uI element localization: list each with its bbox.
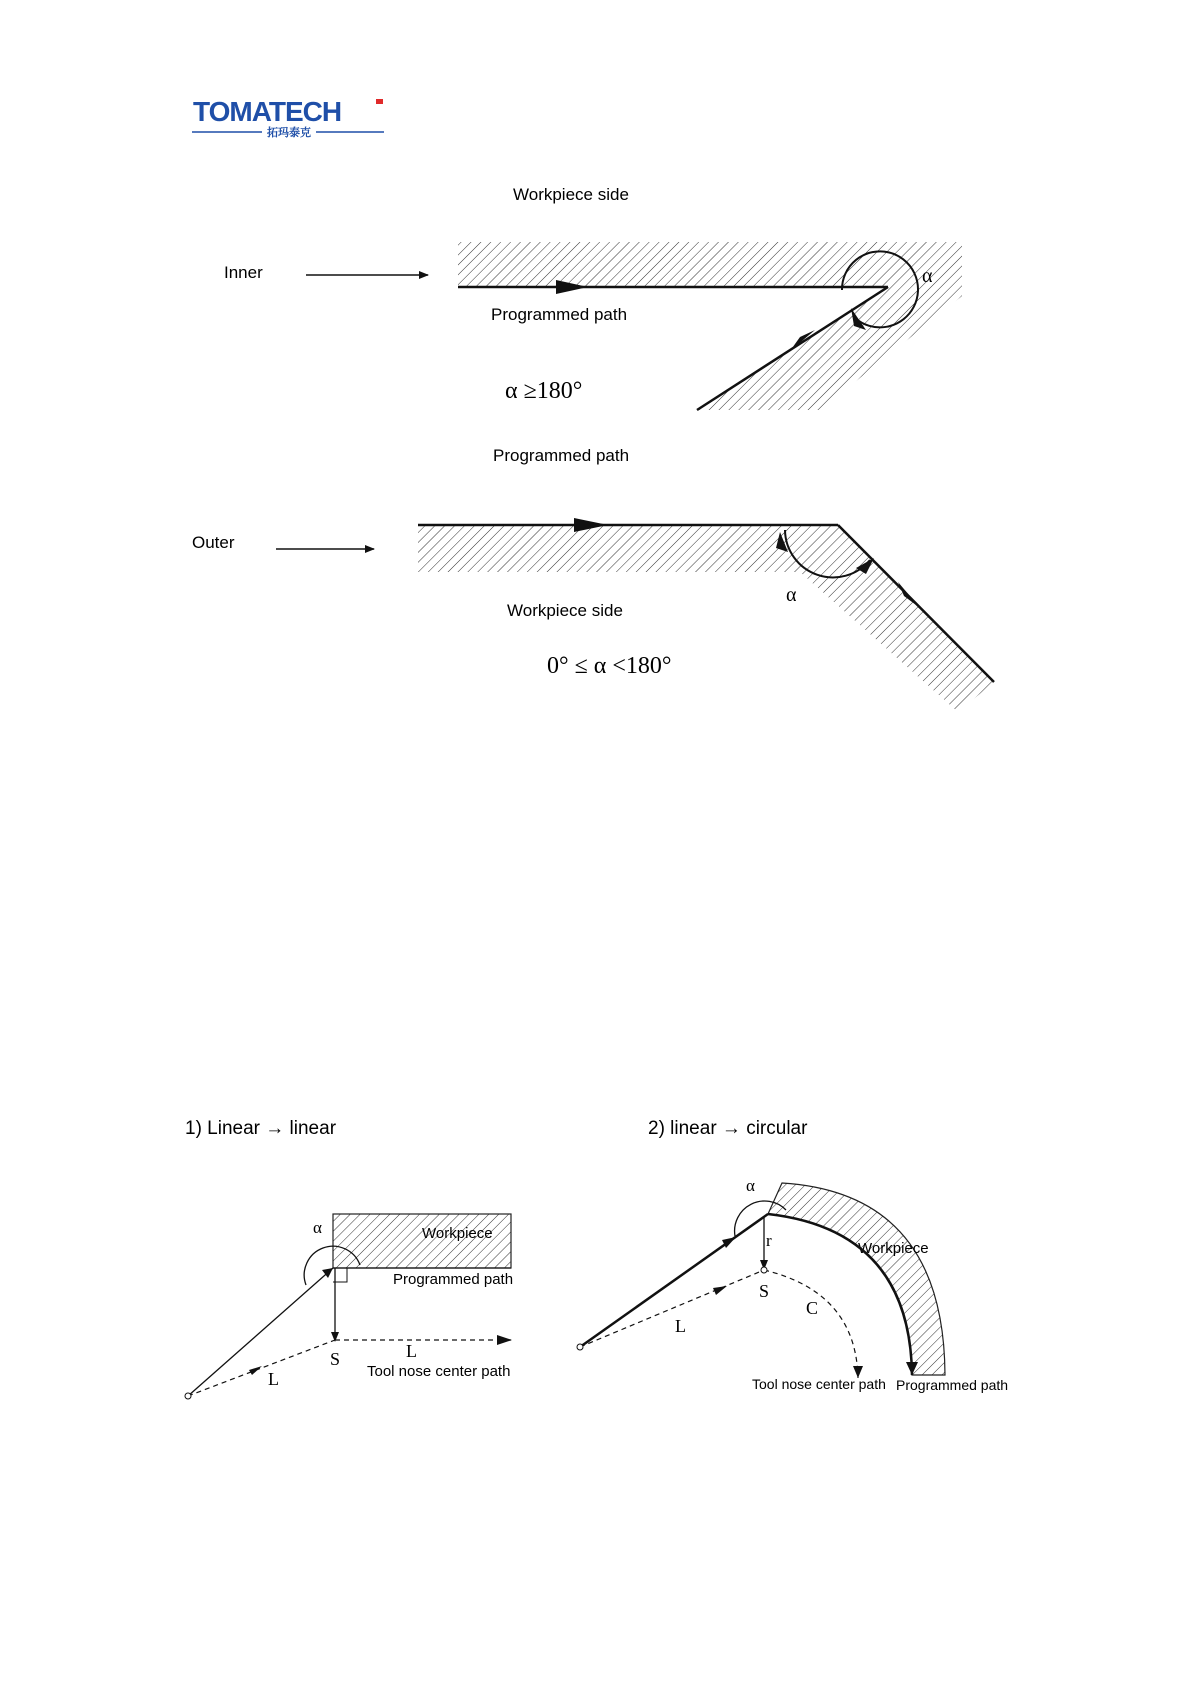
ll-angle-symbol: α [313,1218,322,1237]
inner-path-label: Programmed path [491,305,628,324]
lc-center-point [761,1267,767,1273]
outer-path-label: Programmed path [493,446,630,465]
inner-angle-symbol: α [922,265,933,287]
ll-start-point [185,1393,191,1399]
outer-workpiece-label: Workpiece side [507,601,623,620]
linear-linear-diagram [185,1118,513,1399]
lc-radius-label: r [766,1231,772,1250]
ll-tool-path-arrowhead-1 [249,1366,262,1375]
ll-programmed-line [188,1268,333,1396]
logo-brand-cn: 拓玛泰克 [267,127,311,139]
lc-tool-path-arrowhead-1 [713,1286,727,1295]
ll-tool-path-arrowhead-2 [497,1335,512,1345]
inner-side-label: Inner [224,263,263,282]
outer-side-label: Outer [192,533,235,552]
lc-tool-path-label: Tool nose center path [752,1376,886,1392]
ll-workpiece-label: Workpiece [422,1225,493,1242]
outer-corner-diagram [192,446,994,712]
ll-tool-path-label: Tool nose center path [367,1363,511,1380]
lc-programmed-path-label: Programmed path [896,1377,1009,1393]
linear-circular-heading: 2) linear → circular [648,1118,808,1139]
logo-brand: TOMATECH [193,96,342,127]
ll-tool-path-segment-1 [188,1340,335,1396]
outer-angle-symbol: α [786,584,797,606]
ll-start-label: S [330,1349,341,1369]
inner-condition: α ≥180° [505,378,583,404]
lc-workpiece-band [768,1183,945,1375]
logo-accent-mark [376,99,383,104]
lc-tool-path-arc [764,1270,858,1378]
lc-angle-symbol: α [746,1176,755,1195]
inner-corner-diagram [224,185,962,410]
lc-segment-label: L [675,1316,686,1336]
linear-circular-diagram [577,1118,1008,1393]
ll-segment-label-1: L [268,1369,279,1389]
outer-condition: 0° ≤ α <180° [547,653,672,679]
linear-linear-heading: 1) Linear → linear [185,1118,337,1139]
lc-arc-label: C [806,1298,819,1318]
ll-segment-label-2: L [406,1341,417,1361]
company-logo [192,96,384,139]
lc-start-label: S [759,1281,770,1301]
lc-start-point [577,1344,583,1350]
ll-programmed-path-label: Programmed path [393,1271,514,1288]
lc-workpiece-label: Workpiece [858,1240,929,1257]
inner-workpiece-label: Workpiece side [513,185,629,204]
outer-workpiece-hatch [418,525,994,712]
